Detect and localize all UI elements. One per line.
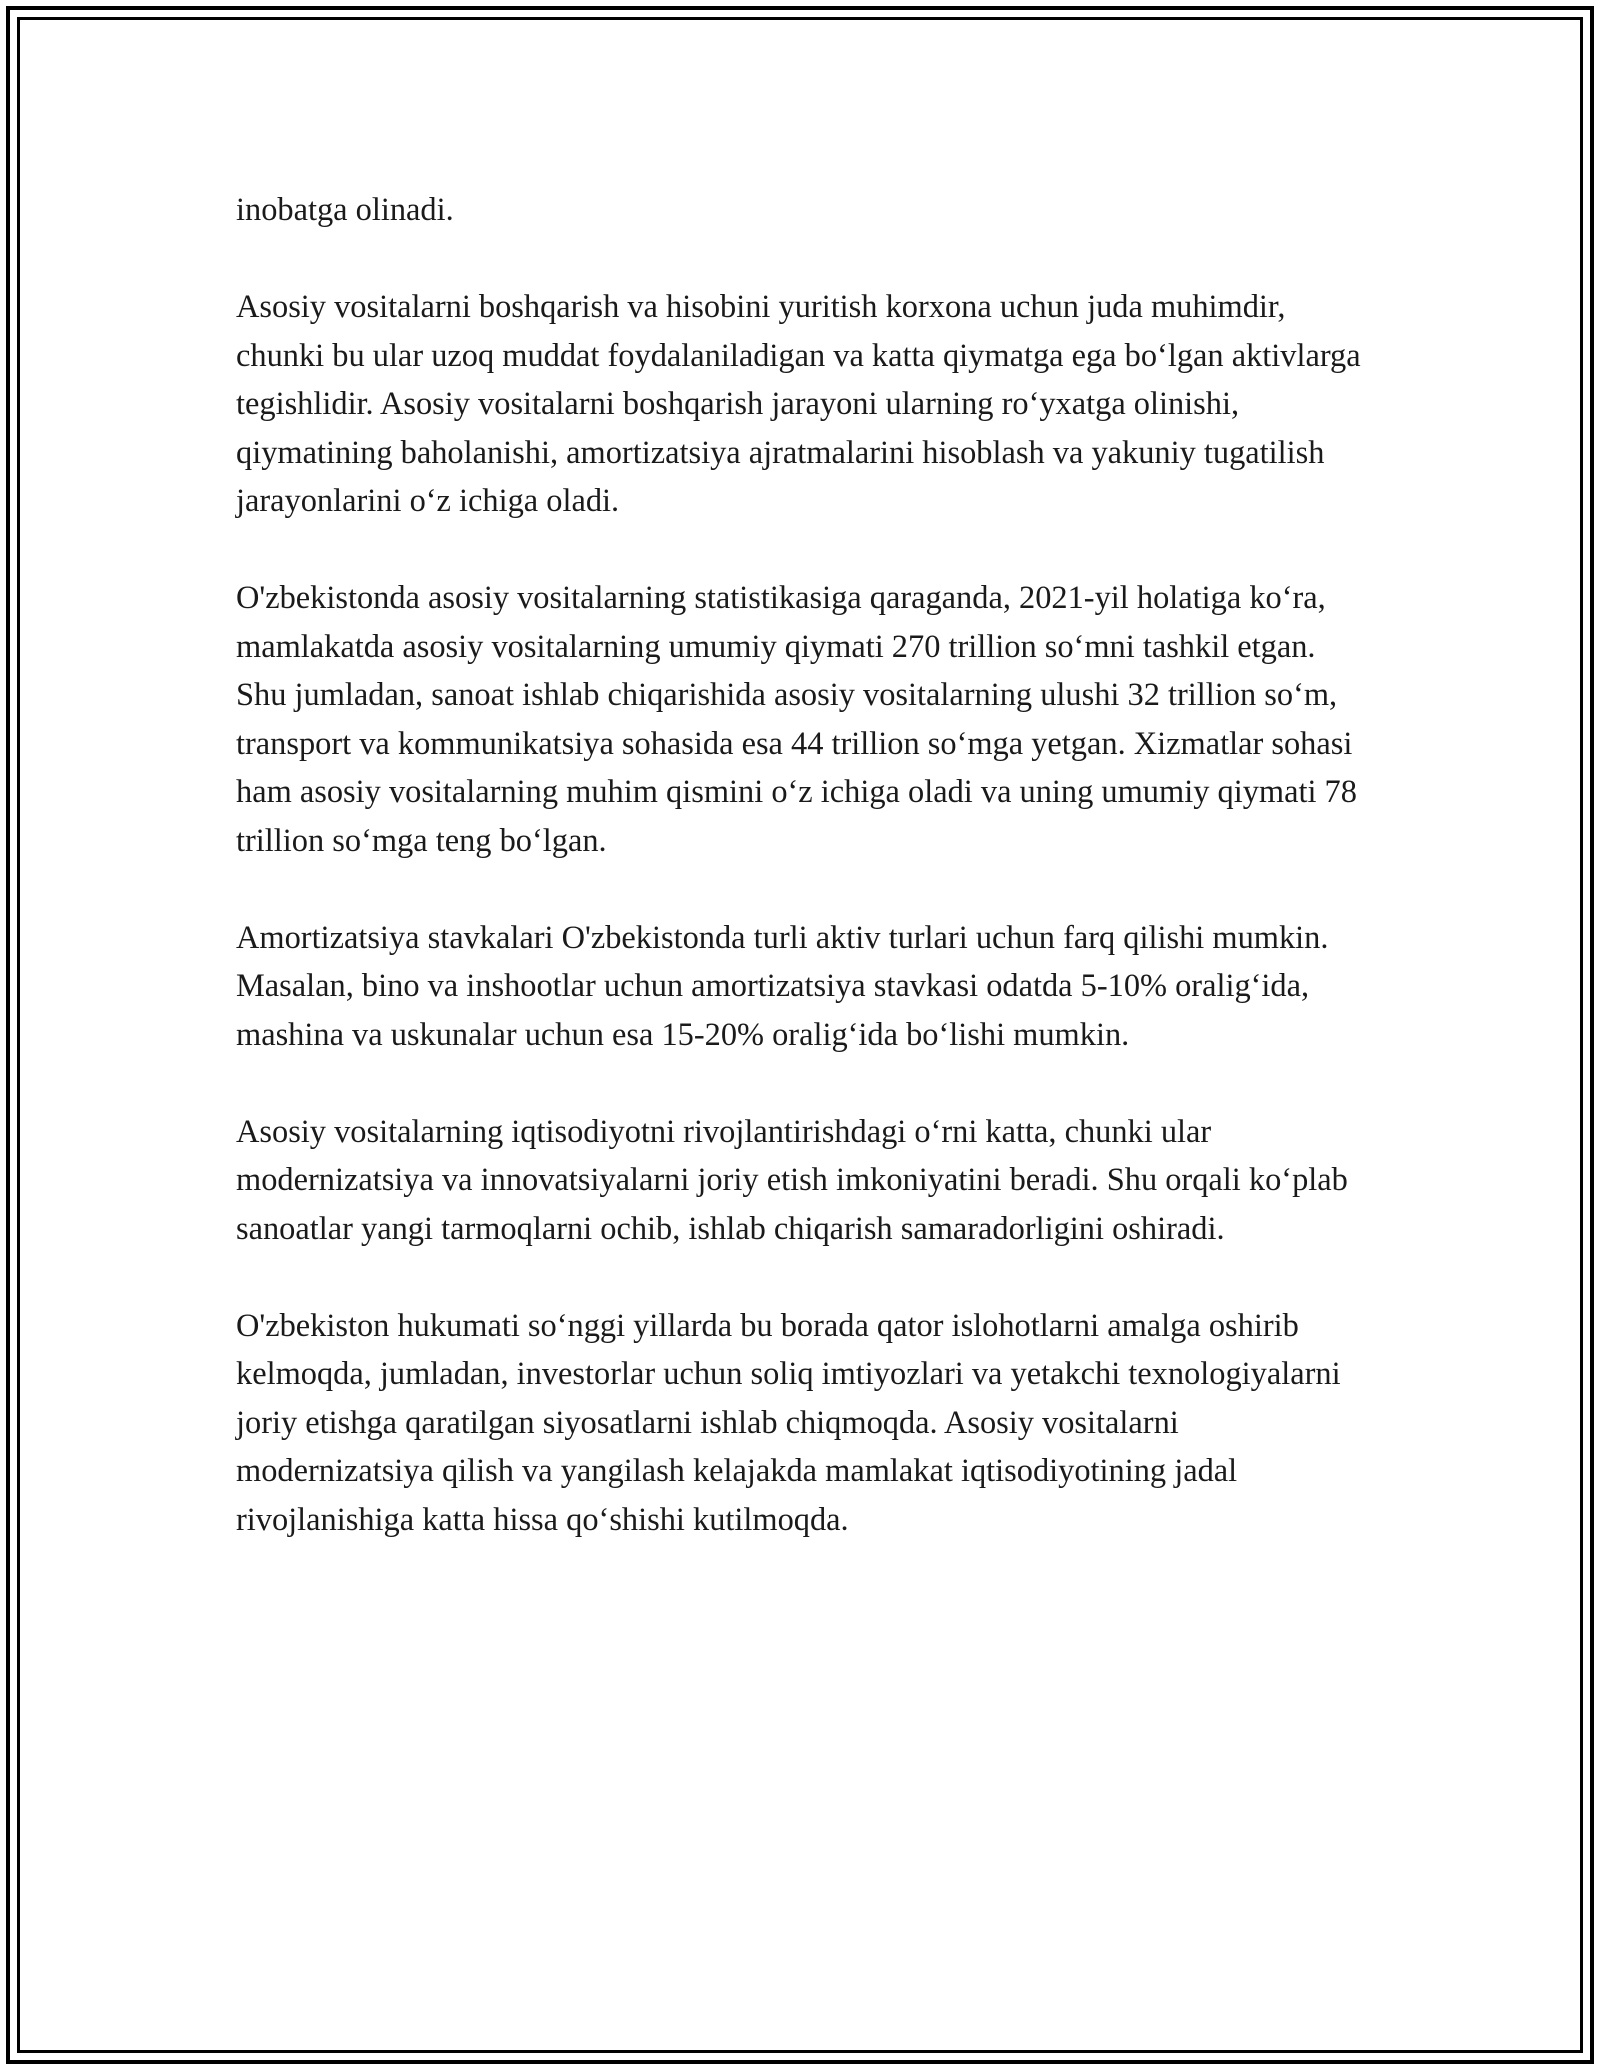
paragraph-economic-role: Asosiy vositalarning iqtisodiyotni rivojlantirishdagi o‘rni katta, chunki ular modernizatsiya va innovatsiyalarni joriy etish imkoniyatini beradi. Shu orqali ko‘plab sanoatlar yangi tarmoqlarni ochib, ishlab chiqarish samaradorligini oshiradi. (236, 1113, 1348, 1247)
paragraph-depreciation-rates: Amortizatsiya stavkalari O'zbekistonda turli aktiv turlari uchun farq qilishi mumkin. Masalan, bino va inshootlar uchun amortizatsiya stavkasi odatda 5-10% oralig‘ida, mashina va uskunalar uchun esa 15-20% oralig‘ida bo‘lishi mumkin. (236, 919, 1329, 1053)
paragraph-government-reforms: O'zbekiston hukumati so‘nggi yillarda bu borada qator islohotlarni amalga oshirib kelmoqda, jumladan, investorlar uchun soliq imtiyozlari va yetakchi texnologiyalarni joriy etishga qaratilgan siyosatlarni ishlab chiqmoqda. Asosiy vositalarni modernizatsiya qilish va yangilash kelajakda mamlakat iqtisodiyotining jadal rivojlanishiga katta hissa qo‘shishi kutilmoqda. (236, 1307, 1341, 1538)
document-body (236, 186, 1364, 1544)
paragraph-fixed-assets-statistics: O'zbekistonda asosiy vositalarning statistikasiga qaraganda, 2021-yil holatiga ko‘ra, mamlakatda asosiy vositalarning umumiy qiymati 270 trillion so‘mni tashkil etgan. Shu jumladan, sanoat ishlab chiqarishida asosiy vositalarning ulushi 32 trillion so‘m, transport va kommunikatsiya sohasida esa 44 trillion so‘mga yetgan. Xizmatlar sohasi ham asosiy vositalarning muhim qismini o‘z ichiga oladi va uning umumiy qiymati 78 trillion so‘mga teng bo‘lgan. (236, 580, 1357, 859)
paragraph-continuation: inobatga olinadi. (236, 192, 454, 228)
paragraph-fixed-assets-management: Asosiy vositalarni boshqarish va hisobini yuritish korxona uchun juda muhimdir, chunki bu ular uzoq muddat foydalaniladigan va katta qiymatga ega bo‘lgan aktivlarga tegishlidir. Asosiy vositalarni boshqarish jarayoni ularning ro‘yxatga olinishi, qiymatining baholanishi, amortizatsiya ajratmalarini hisoblash va yakuniy tugatilish jarayonlarini o‘z ichiga oladi. (236, 289, 1361, 519)
